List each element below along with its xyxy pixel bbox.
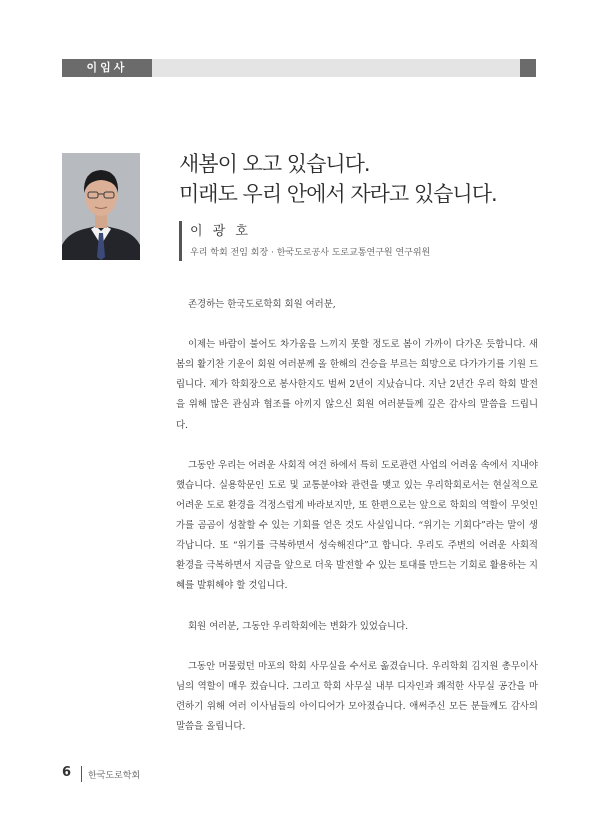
author-portrait [62,153,140,260]
section-bar-end-block [520,59,536,77]
body-paragraph-5: 그동안 머물렀던 마포의 학회 사무실을 수서로 옮겼습니다. 우리학회 김지원 총무이사님의 역할이 매우 컸습니다. 그리고 학회 사무실 내부 디자인과 쾌적한 사무실 공간을 마련하기 위해 여러 이사님들의 아이디어가 모아졌습니다. 애써주신 모든 분들께도 감사의 말씀을 올립니다. [176,660,538,732]
author-name: 이 광 호 [190,224,251,239]
page-number: 6 [62,765,72,780]
journal-name: 한국도로학회 [88,771,141,781]
section-header-bar [62,59,536,77]
person-portrait-icon [62,153,140,260]
article-title [179,149,549,209]
body-paragraph-3: 그동안 우리는 어려운 사회적 여건 하에서 특히 도로관련 사업의 어려움 속에서 지내야 했습니다. 실용학문인 도로 및 교통분야와 관련을 맺고 있는 우리학회로서는 현실적으로 어려운 도로 환경을 걱정스럽게 바라보지만, 또 한편으로는 앞으로 학회의 역할이 무엇인가를 곰곰이 성찰할 수 있는 기회를 얻은 것도 사실입니다. “위기는 기회다”라는 말이 생각납니다. 또 “위기를 극복하면서 성숙해진다”고 합니다. 우리도 주변의 어려운 사회적 환경을 극복하면서 지금을 앞으로 더욱 발전할 수 있는 토대를 만드는 기회로 활용하는 지혜를 발휘해야 할 것입니다. [176,459,538,592]
author-accent-bar [179,221,182,261]
body-paragraph-2: 이제는 바람이 불어도 차가움을 느끼지 못할 정도로 봄이 가까이 다가온 듯합니다. 새봄의 활기찬 기운이 회원 여러분께 올 한해의 건승을 부르는 희망으로 다가가기를 기원 드립니다. 제가 학회장으로 봉사한지도 벌써 2년이 지났습니다. 지난 2년간 우리 학회 발전을 위해 많은 관심과 협조를 아끼지 않으신 회원 여러분들께 깊은 감사의 말씀을 드립니다. [176,339,538,431]
body-paragraph-1: 존경하는 한국도로학회 회원 여러분, [188,299,336,310]
author-affiliation: 우리 학회 전임 회장 · 한국도로공사 도로교통연구원 연구위원 [190,248,431,258]
article-body [176,295,538,737]
body-paragraph-4: 회원 여러분, 그동안 우리학회에는 변화가 있었습니다. [188,620,409,632]
section-label: 이임사 [62,59,152,77]
footer-divider [81,766,82,782]
title-line-2: 미래도 우리 안에서 자라고 있습니다. [179,182,497,206]
title-line-1: 새봄이 오고 있습니다. [179,152,370,176]
